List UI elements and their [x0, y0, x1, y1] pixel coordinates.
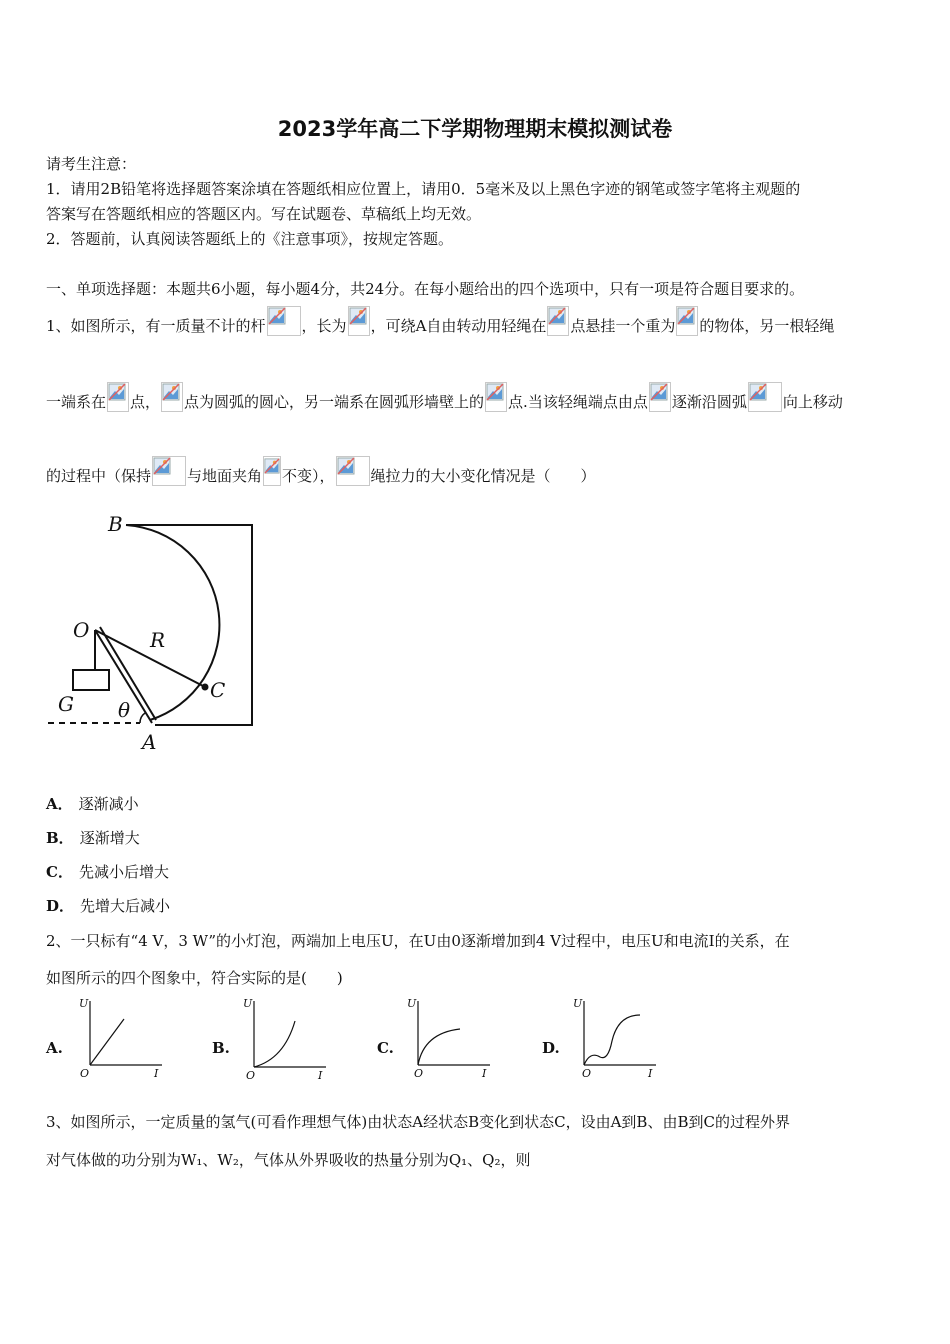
origin-label: O: [80, 1067, 90, 1080]
label-o: O: [73, 618, 90, 642]
graph-a-label[interactable]: A.: [46, 1039, 63, 1057]
section-heading: 一、单项选择题：本题共6小题，每小题4分，共24分。在每小题给出的四个选项中，只有一项是符合题目要求的。: [46, 280, 805, 298]
q1-text: 点，: [130, 393, 161, 411]
q1-text: 的过程中（保持: [46, 467, 152, 485]
q1-text: 与地面夹角: [187, 467, 263, 485]
label-g: G: [58, 692, 74, 716]
option-letter: D．: [46, 897, 75, 915]
broken-image-icon: [263, 456, 281, 486]
axis-i-label: I: [482, 1067, 487, 1080]
q1-text: 绳拉力的大小变化情况是（ ）: [370, 467, 596, 485]
label-c: C: [210, 678, 226, 702]
origin-label: O: [246, 1069, 256, 1082]
option-text: 先增大后减小: [80, 897, 171, 915]
graph-a[interactable]: [76, 995, 166, 1080]
option-c[interactable]: [46, 861, 169, 882]
axis-i-label: I: [154, 1067, 159, 1080]
axis-u-label: U: [407, 997, 417, 1010]
label-a: A: [142, 730, 157, 754]
q3-line-1: 3、如图所示，一定质量的氢气(可看作理想气体)由状态A经状态B变化到状态C，设由A到B、由B到C的过程外界: [46, 1113, 790, 1131]
broken-image-icon: [547, 306, 569, 336]
q1-text: 点.当该轻绳端点由点: [508, 393, 648, 411]
q1-text: 点悬挂一个重为: [570, 317, 676, 335]
option-d[interactable]: [46, 895, 170, 916]
label-r: R: [150, 628, 166, 652]
axis-u-label: U: [573, 997, 583, 1010]
notice-line-1: 1．请用2B铅笔将选择题答案涂填在答题纸相应位置上，请用0．5毫米及以上黑色字迹的钢笔或签字笔将主观题的: [46, 180, 801, 198]
graph-b-label[interactable]: B.: [212, 1039, 230, 1057]
q1-text: ，可绕A自由转动用轻绳在: [370, 317, 547, 335]
q1-text: 逐渐沿圆弧: [671, 393, 747, 411]
page-title: 2023学年高二下学期物理期末模拟测试卷: [277, 117, 673, 141]
broken-image-icon: [107, 382, 129, 412]
broken-image-icon: [348, 306, 370, 336]
arc-wall: [126, 525, 219, 720]
q2-line-1: 2、一只标有“4 V，3 W”的小灯泡，两端加上电压U，在U由0逐渐增加到4 V过程中，电压U和电流I的关系，在: [46, 932, 790, 950]
option-a[interactable]: [46, 793, 139, 814]
q1-line-2: [46, 372, 843, 412]
graph-c-label[interactable]: C.: [377, 1039, 394, 1057]
option-letter: B．: [46, 829, 74, 847]
broken-image-icon: [748, 382, 782, 412]
q1-text: 的物体，另一根轻绳: [699, 317, 835, 335]
option-text: 先减小后增大: [78, 863, 169, 881]
broken-image-icon: [649, 382, 671, 412]
axis-i-label: I: [318, 1069, 323, 1082]
option-text: 逐渐增大: [79, 829, 140, 847]
weight-block: [73, 670, 109, 690]
axis-u-label: U: [79, 997, 89, 1010]
wall-outline: [126, 525, 252, 725]
broken-image-icon: [676, 306, 698, 336]
broken-image-icon: [267, 306, 301, 336]
label-theta: θ: [118, 698, 131, 722]
point-c: [202, 684, 209, 691]
q1-text: 1、如图所示，有一质量不计的杆: [46, 317, 266, 335]
graph-d[interactable]: [570, 995, 660, 1081]
q1-text: 一端系在: [46, 393, 107, 411]
broken-image-icon: [161, 382, 183, 412]
graph-c[interactable]: [404, 995, 494, 1081]
option-letter: A．: [46, 795, 73, 813]
label-b: B: [108, 512, 123, 536]
option-b[interactable]: [46, 827, 140, 848]
origin-label: O: [414, 1067, 424, 1080]
q1-text: 点为圆弧的圆心，另一端系在圆弧形墙壁上的: [184, 393, 485, 411]
broken-image-icon: [152, 456, 186, 486]
q1-text: 向上移动: [782, 393, 843, 411]
graph-b[interactable]: [240, 995, 330, 1083]
q1-text: 不变），: [282, 467, 335, 485]
notice-heading: 请考生注意：: [46, 155, 137, 173]
option-text: 逐渐减小: [78, 795, 139, 813]
origin-label: O: [582, 1067, 592, 1080]
q1-line-3: [46, 446, 596, 486]
option-letter: C．: [46, 863, 73, 881]
broken-image-icon: [336, 456, 370, 486]
graph-d-label[interactable]: D.: [542, 1039, 560, 1057]
axis-u-label: U: [243, 997, 253, 1010]
q2-line-2: 如图所示的四个图象中，符合实际的是( ): [46, 969, 343, 987]
notice-line-3: 2．答题前，认真阅读答题纸上的《注意事项》，按规定答题。: [46, 230, 454, 248]
q1-text: ，长为: [301, 317, 347, 335]
q3-line-2: 对气体做的功分别为W₁、W₂，气体从外界吸收的热量分别为Q₁、Q₂，则: [46, 1151, 531, 1169]
axis-i-label: I: [648, 1067, 653, 1080]
angle-arc: [140, 713, 145, 723]
q1-line-1: [46, 296, 834, 336]
q1-figure: [40, 505, 270, 765]
broken-image-icon: [485, 382, 507, 412]
notice-line-2: 答案写在答题纸相应的答题区内。写在试题卷、草稿纸上均无效。: [46, 205, 482, 223]
